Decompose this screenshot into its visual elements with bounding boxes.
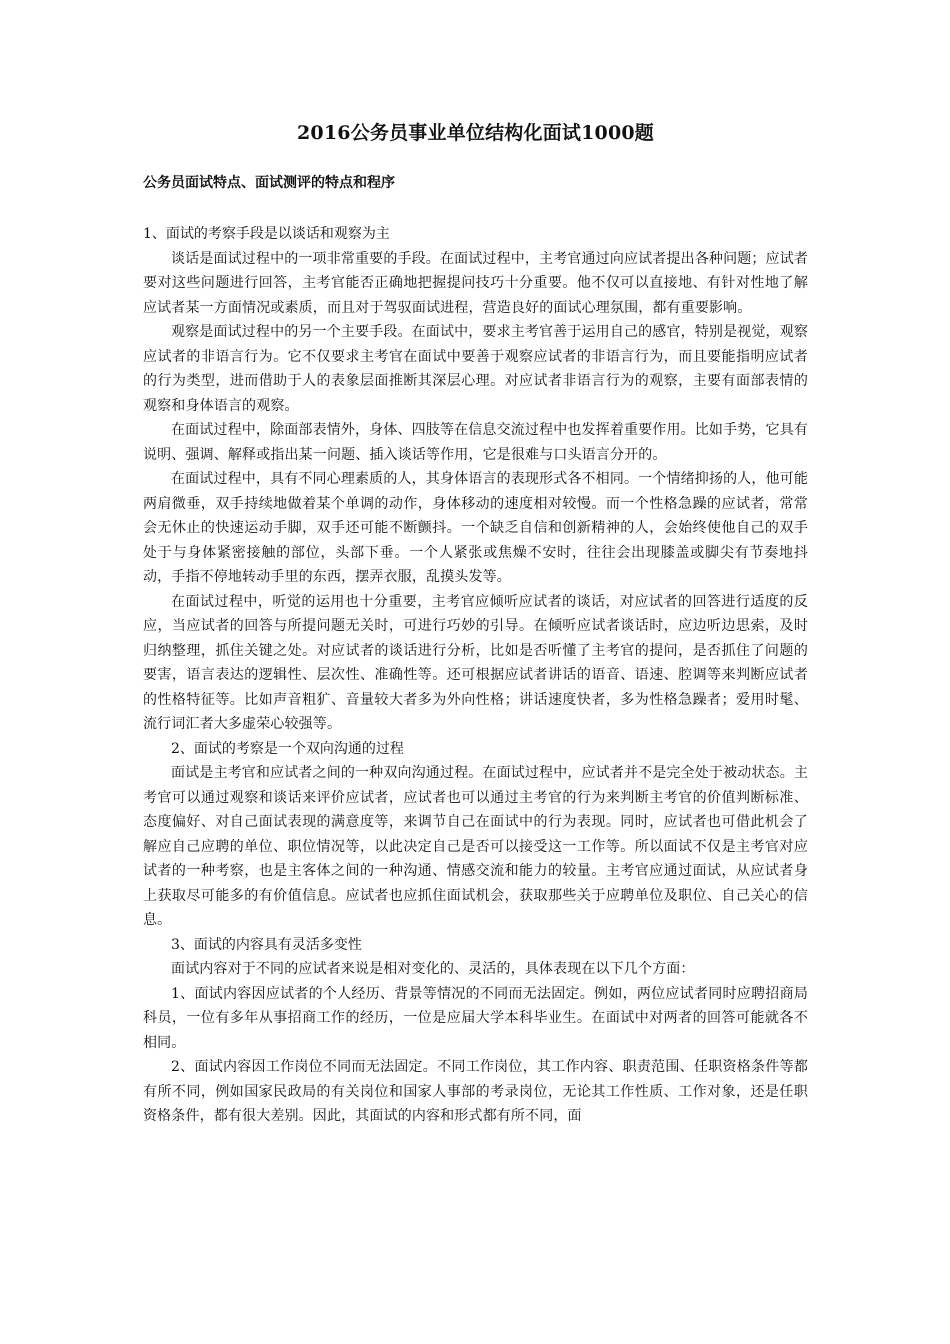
paragraph: 在面试过程中，具有不同心理素质的人，其身体语言的表现形式各不相同。一个情绪抑扬的人，他可能两肩微垂，双手持续地做着某个单调的动作，身体移动的速度相对较慢。而一个性格急躁的应试者，常常会无休止的快速运动手脚，双手还可能不断颤抖。一个缺乏自信和创新精神的人，会始终使他自己的双手处于与身体紧密接触的部位，头部下垂。一个人紧张或焦燥不安时，往往会出现膝盖或脚尖有节奏地抖动，手指不停地转动手里的东西，摆弄衣服，乱摸头发等。 [143,471,808,585]
paragraph: 面试是主考官和应试者之间的一种双向沟通过程。在面试过程中，应试者并不是完全处于被动状态。主考官可以通过观察和谈话来评价应试者，应试者也可以通过主考官的行为来判断主考官的价值判断标准、态度偏好、对自己面试表现的满意度等，来调节自己在面试中的行为表现。同时，应试者也可借此机会了解应自己应聘的单位、职位情况等，以此决定自己是否可以接受这一工作等。所以面试不仅是主考官对应试者的一种考察，也是主客体之间的一种沟通、情感交流和能力的较量。主考官应通过面试，从应试者身上获取尽可能多的有价值信息。应试者也应抓住面试机会，获取那些关于应聘单位及职位、自己关心的信息。 [143,765,808,928]
document-title: 2016公务员事业单位结构化面试1000题 [297,122,654,144]
paragraph: 2、面试内容因工作岗位不同而无法固定。不同工作岗位，其工作内容、职责范围、任职资格条件等都有所不同，例如国家民政局的有关岗位和国家人事部的考录岗位，无论其工作性质、工作对象，还是任职资格条件，都有很大差别。因此，其面试的内容和形式都有所不同，面 [143,1059,808,1124]
paragraph: 谈话是面试过程中的一项非常重要的手段。在面试过程中，主考官通过向应试者提出各种问题；应试者要对这些问题进行回答，主考官能否正确地把握提问技巧十分重要。他不仅可以直接地、有针对性地了解应试者某一方面情况或素质，而且对于驾驭面试进程，营造良好的面试心理氛围，都有重要影响。 [143,250,808,316]
document-subtitle: 公务员面试特点、面试测评的特点和程序 [143,175,395,191]
paragraph: 观察是面试过程中的另一个主要手段。在面试中，要求主考官善于运用自己的感官，特别是视觉，观察应试者的非语言行为。它不仅要求主考官在面试中要善于观察应试者的非语言行为，而且要能指明应试者的行为类型，进而借助于人的表象层面推断其深层心理。对应试者非语言行为的观察，主要有面部表情的观察和身体语言的观察。 [143,324,808,414]
section-heading-2: 2、面试的考察是一个双向沟通的过程 [171,740,404,757]
paragraph: 在面试过程中，听觉的运用也十分重要，主考官应倾听应试者的谈话，对应试者的回答进行适度的反应，当应试者的回答与所提问题无关时，可进行巧妙的引导。在倾听应试者谈话时，应边听边思索，及时归纳整理，抓住关键之处。对应试者的谈话进行分析，比如是否听懂了主考官的提问，是否抓住了问题的要害，语言表达的逻辑性、层次性、准确性等。还可根据应试者讲话的语音、语速、腔调等来判断应试者的性格特征等。比如声音粗犷、音量较大者多为外向性格；讲话速度快者，多为性格急躁者；爱用时髦、流行词汇者大多虚荣心较强等。 [143,593,808,732]
section-heading-1: 1、面试的考察手段是以谈话和观察为主 [143,226,390,242]
section-heading-3: 3、面试的内容具有灵活多变性 [171,936,362,953]
document-body [143,222,808,1129]
paragraph: 面试内容对于不同的应试者来说是相对变化的、灵活的，具体表现在以下几个方面： [171,961,695,977]
document-page [143,118,808,1129]
paragraph: 在面试过程中，除面部表情外，身体、四肢等在信息交流过程中也发挥着重要作用。比如手势，它具有说明、强调、解释或指出某一问题、插入谈话等作用，它是很难与口头语言分开的。 [143,422,808,463]
paragraph: 1、面试内容因应试者的个人经历、背景等情况的不同而无法固定。例如，两位应试者同时应聘招商局科员，一位有多年从事招商工作的经历，一位是应届大学本科毕业生。在面试中对两者的回答可能就各不相同。 [143,985,808,1051]
